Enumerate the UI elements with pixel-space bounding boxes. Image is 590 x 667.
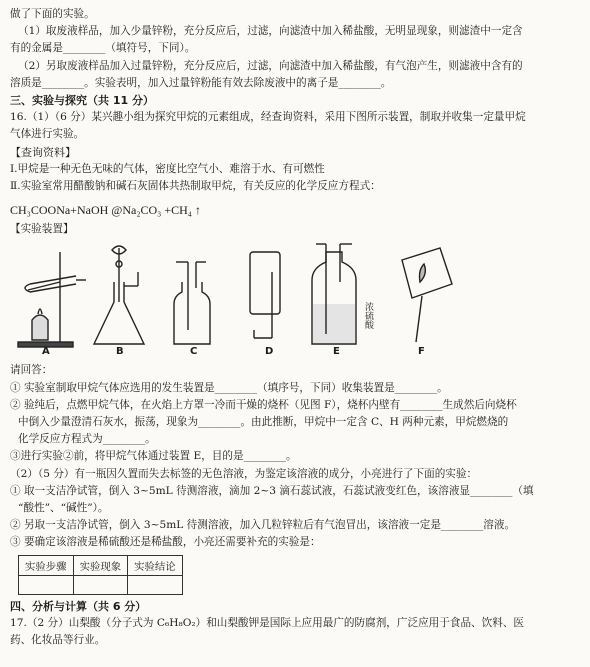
text-line: 中倒入少量澄清石灰水，振荡，现象为________。由此推断，甲烷中一定含 C、H 两种元素，甲烷燃烧的	[18, 416, 509, 429]
apparatus-figure	[10, 242, 576, 360]
figure-label-e: E	[333, 346, 340, 358]
table-header: 实验现象	[73, 555, 128, 575]
text-line: 溶质是________。实验表明，加入过量锌粉能有效去除废液中的离子是________。	[10, 76, 392, 89]
table-cell	[73, 575, 128, 594]
text-line: 请回答：	[10, 364, 53, 377]
text-line: ③ 要确定该溶液是稀硫酸还是稀盐酸，小亮还需要补充的实验是：	[10, 536, 321, 549]
apparatus-f	[402, 248, 452, 342]
table-header: 实验结论	[128, 555, 183, 575]
apparatus-title: 【实验装置】	[10, 223, 74, 236]
apparatus-c	[174, 262, 210, 344]
table-cell	[128, 575, 183, 594]
figure-label-b: B	[116, 346, 124, 358]
question-17	[10, 615, 576, 649]
experiment-table	[18, 555, 183, 595]
table-cell	[19, 575, 74, 594]
text-line: ① 取一支洁净试管，倒入 3~5mL 待测溶液，滴加 2~3 滴石蕊试液，石蕊试液变红色，该溶液显________（填	[10, 484, 534, 497]
text-line: “酸性”、“碱性”）。	[18, 502, 109, 515]
answer-section	[10, 362, 576, 551]
question-16	[10, 109, 576, 195]
text-line: 药、化妆品等行业。	[10, 634, 106, 647]
text-line: ② 另取一支洁净试管，倒入 3~5mL 待测溶液，加入几粒锌粒后有气泡冒出，该溶液一定是________溶液。	[10, 519, 516, 532]
text-line: ① 实验室制取甲烷气体应选用的发生装置是________（填序号，下同）收集装置是________。	[10, 381, 448, 394]
figure-label-c: C	[190, 346, 198, 358]
text-line: ③进行实验②前，将甲烷气体通过装置 E，目的是________。	[10, 450, 297, 463]
apparatus-a	[18, 252, 86, 347]
table-header: 实验步骤	[19, 555, 74, 575]
text-line: Ⅱ.实验室常用醋酸钠和碱石灰固体共热制取甲烷，有关反应的化学反应方程式：	[10, 180, 381, 193]
apparatus-b	[94, 246, 144, 344]
sulfuric-acid-label: 浓硫酸	[363, 302, 373, 330]
figure-label-a: A	[42, 346, 50, 358]
apparatus-drawing	[10, 242, 576, 360]
text-line: 【查询资料】	[10, 145, 76, 159]
text-line: 17.（2 分）山梨酸（分子式为 C₆H₈O₂）和山梨酸钾是国际上应用最广的防腐剂，广泛应用于食品、饮料、医	[10, 616, 525, 629]
section-3-title: 三、实验与探究（共 11 分）	[10, 94, 154, 108]
figure-label-f: F	[418, 346, 425, 358]
text-line: （2）另取废液样品加入过量锌粉，充分反应后，过滤，向滤渣中加入稀盐酸，有气泡产生，则滤液中含有的	[18, 59, 523, 72]
apparatus-d	[250, 252, 280, 338]
figure-label-d: D	[265, 346, 274, 358]
section-4-title: 四、分析与计算（共 6 分）	[10, 599, 147, 613]
chemical-equation: CH₃COONa+NaOH @Na₂CO₃ +CH₄ ↑	[10, 203, 201, 218]
text-line: （2）（5 分）有一瓶因久置而失去标签的无色溶液，为鉴定该溶液的成分，小亮进行了下面的实验：	[10, 467, 478, 480]
text-line: 16.（1）（6 分）某兴趣小组为探究甲烷的元素组成，经查询资料，采用下图所示装置，制取并收集一定量甲烷	[10, 111, 526, 124]
text-line: ② 验纯后，点燃甲烷气体，在火焰上方罩一冷而干燥的烧杯（见图 F），烧杯内壁有________生成然后向烧杯	[10, 398, 517, 411]
text-line: 气体进行实验。	[10, 128, 85, 141]
apparatus-e	[312, 244, 356, 344]
text-line: 有的金属是________（填符号，下同）。	[10, 42, 196, 55]
table-row	[19, 555, 183, 575]
table-row	[19, 575, 183, 594]
text-line: Ⅰ.甲烷是一种无色无味的气体，密度比空气小、难溶于水、有可燃性	[10, 162, 325, 175]
text-line: 化学反应方程式为________。	[18, 433, 156, 446]
text-line: 做了下面的实验。	[10, 8, 95, 20]
top-section	[10, 6, 576, 92]
text-line: （1）取废液样品，加入少量锌粉，充分反应后，过滤，向滤渣中加入稀盐酸，无明显现象，则滤渣中一定含	[18, 25, 523, 38]
